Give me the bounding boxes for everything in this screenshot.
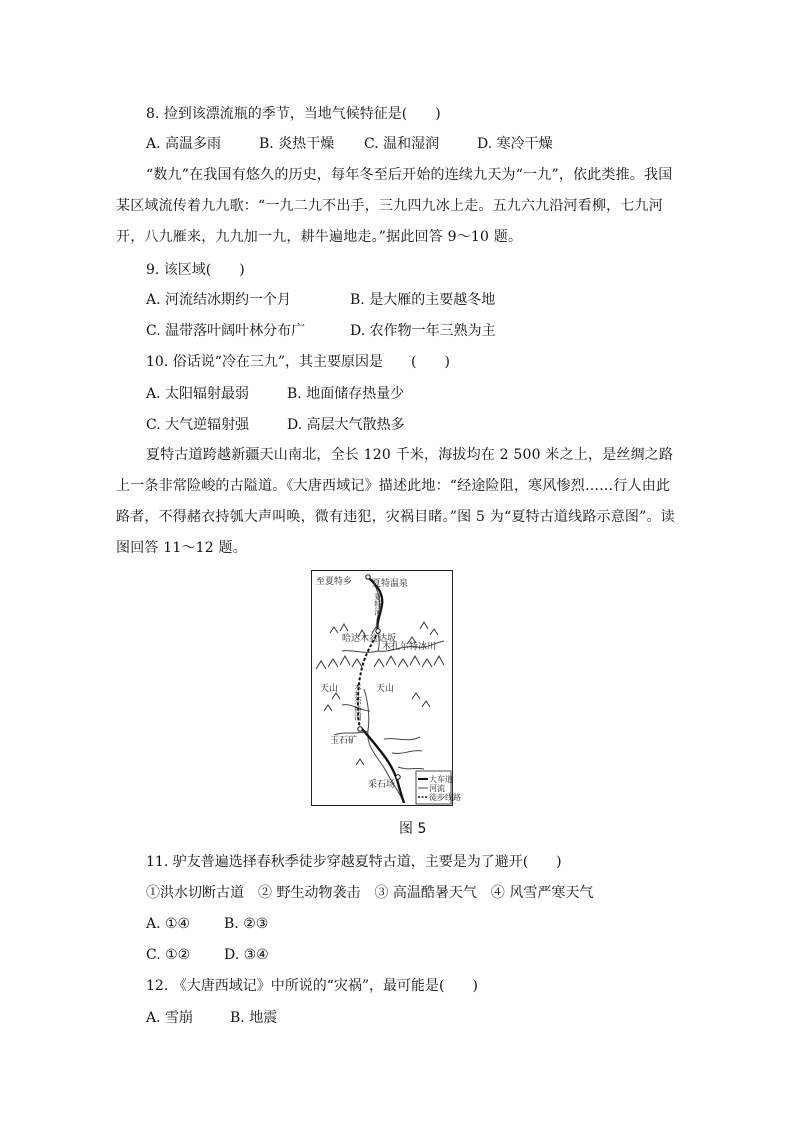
q10-option-c: C. 大气逆辐射强 (146, 417, 250, 433)
label-hot-spring: 夏特温泉 (372, 579, 409, 589)
point-hot-spring (366, 575, 370, 579)
question-12-stem: 12. 《大唐西域记》中所说的“灾祸”，最可能是( ) (146, 978, 478, 994)
label-river-xiate: 夏特河 (373, 593, 383, 616)
q8-option-c: C. 温和湿润 (364, 136, 440, 152)
q8-option-b: B. 炎热干燥 (259, 136, 335, 152)
q12-option-a: A. 雪崩 (146, 1010, 194, 1026)
legend-hiking: 徒步线路 (429, 793, 461, 802)
xiate-route-map (311, 570, 461, 806)
passage-xiate: 夏特古道跨越新疆天山南北，全长 120 千米，海拔均在 2 500 米之上，是丝绸之路上一条非常险峻的古隘道。《大唐西域记》描述此地：“经途险阻，寒风惨烈……行人由此路者，不得赭衣持瓠大声叫唤，微有违犯，灾祸目睹。”图 5 为“夏特古道线路示意图”。读图回答 11～12 题。 (116, 447, 675, 556)
label-yushi: 玉石矿 (330, 736, 358, 746)
q11-option-a: A. ①④ (146, 916, 191, 932)
q11-option-c: C. ①② (146, 947, 191, 963)
q10-option-a: A. 太阳辐射最弱 (146, 386, 250, 402)
passage-shujiu: “数九”在我国有悠久的历史，每年冬至后开始的连续九天为“一九”，依此类推。我国某区域流传着九九歌：“一九二九不出手，三九四九冰上走。五九六九沿河看柳，七九河开，八九雁来，九九加一九，耕牛遍地走。”据此回答 9～10 题。 (116, 167, 673, 245)
q12-option-b: B. 地震 (230, 1010, 278, 1026)
map-legend (416, 771, 461, 804)
label-xiate-town: 至夏特乡 (316, 577, 353, 587)
q9-option-c: C. 温带落叶阔叶林分布广 (146, 323, 306, 339)
question-11-items: ①洪水切断古道 ② 野生动物袭击 ③ 高温酷暑天气 ④ 风雪严寒天气 (146, 885, 594, 901)
q11-option-d: D. ③④ (224, 947, 269, 963)
q10-option-d: D. 高层大气散热多 (287, 417, 405, 433)
legend-river: 河流 (429, 784, 445, 793)
label-caishi: 采石场 (368, 780, 396, 790)
point-yushi (358, 727, 362, 731)
q11-option-b: B. ②③ (224, 916, 269, 932)
q8-option-a: A. 高温多雨 (146, 136, 222, 152)
label-tianshan-right: 天山 (376, 684, 395, 694)
q8-option-d: D. 寒冷干燥 (477, 136, 553, 152)
question-9-stem: 9. 该区域( ) (146, 262, 245, 278)
point-daban (376, 629, 380, 633)
map-svg (312, 571, 461, 804)
point-caishi (396, 775, 400, 779)
q9-option-a: A. 河流结冰期约一个月 (146, 292, 292, 308)
question-10-stem: 10. 俗话说“冷在三九”，其主要原因是 ( ) (146, 354, 450, 370)
label-tianshan-left: 天山 (320, 684, 339, 694)
label-daban: 哈达木盆达坂 (342, 634, 397, 644)
legend-road: 大车道 (429, 775, 453, 784)
label-glacier: 木扎尔特冰川 (382, 642, 437, 652)
q9-option-b: B. 是大雁的主要越冬地 (350, 292, 496, 308)
question-11-stem: 11. 驴友普遍选择春秋季徒步穿越夏特古道，主要是为了避开( ) (146, 854, 562, 870)
q10-option-b: B. 地面储存热量少 (287, 386, 405, 402)
figure-caption: 图 5 (399, 821, 427, 837)
label-river-muzhar: 木扎尔特河 (353, 683, 363, 721)
q9-option-d: D. 农作物一年三熟为主 (350, 323, 496, 339)
question-8-stem: 8. 捡到该漂流瓶的季节，当地气候特征是( ) (146, 106, 441, 122)
